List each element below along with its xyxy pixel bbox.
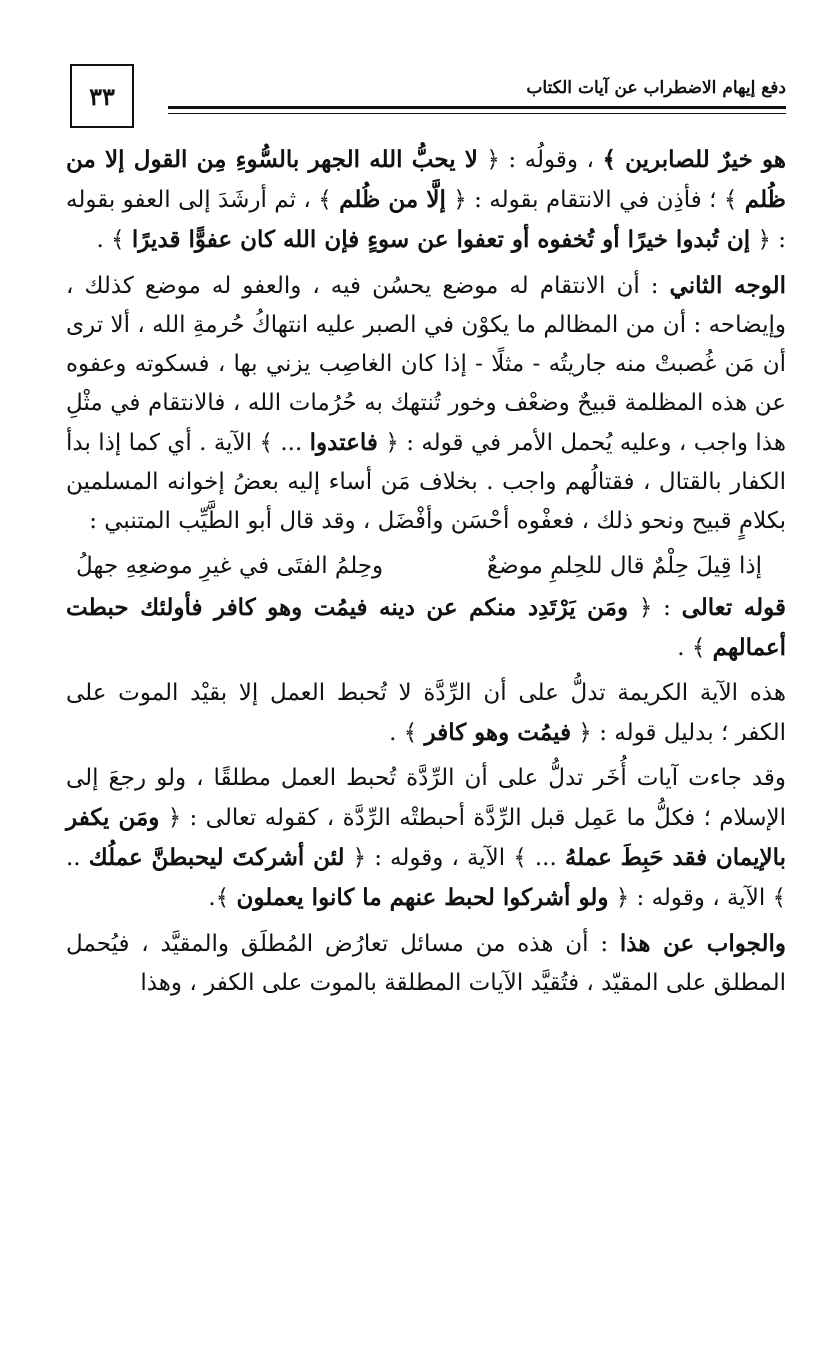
bold-segment: إلَّا من ظُلم (339, 186, 446, 213)
bold-segment: هو خيرٌ للصابرين ﴾ (602, 146, 787, 173)
page-header (70, 64, 786, 136)
text-segment: : ﴿ (628, 595, 682, 621)
bold-segment: ومَن يَرْتَدِد منكم عن دينه فيمُت وهو كافر فأولئك حبطت أعمالهم (66, 594, 786, 661)
paragraphs-part-2 (66, 588, 786, 1003)
bold-segment: فاعتدوا (309, 429, 378, 456)
text-segment: وقد جاءت آيات أُخَر تدلُّ على أن الرِّدَّة تُحبط العمل مطلقًا ، ولو رجعَ إلى الإسلام ؛ فكلُّ ما عَمِل قبل الرِّدَّة أحبطتْه الرِّدَّة ، كقوله تعالى : ﴿ (66, 765, 786, 831)
page-body (66, 140, 786, 1009)
page-number: ٣٣ (70, 64, 134, 128)
text-segment: ﴾. (208, 885, 237, 911)
bold-segment: إن تُبدوا خيرًا أو تُخفوه أو تعفوا عن سوءٍ فإن الله كان عفوًّا قديرًا (131, 226, 751, 253)
running-title: دفع إيهام الاضطراب عن آيات الكتاب (526, 78, 786, 98)
text-segment: هذه الآية الكريمة تدلُّ على أن الرِّدَّة لا تُحبط العمل إلا بقيْد الموت على الكفر ؛ بدليل قوله : ﴿ (66, 680, 786, 746)
text-segment: .. ﴾ الآية ، وقوله : ﴿ (66, 845, 786, 911)
text-segment: ، وقولُه : ﴿ (477, 147, 603, 173)
paragraph (66, 924, 786, 1003)
header-rule-thin (168, 113, 786, 114)
bold-segment: فيمُت وهو كافر (424, 719, 572, 746)
paragraph (66, 759, 786, 918)
paragraphs-part-1 (66, 140, 786, 541)
text-segment: ... ﴾ الآية ، وقوله : ﴿ (344, 845, 565, 871)
bold-segment: لئن أشركتَ ليحبطنَّ عملُك (88, 844, 345, 871)
text-segment: ﴾ ، ثم أرشَدَ إلى العفو بقوله : ﴿ (66, 187, 786, 253)
poem-line (66, 547, 786, 586)
paragraph (66, 266, 786, 541)
bold-segment: ولو أشركوا لحبط عنهم ما كانوا يعملون (236, 884, 609, 911)
paragraph (66, 674, 786, 753)
poem-hemistich-1: إذا قِيلَ حِلْمٌ قال للحِلمِ موضعٌ (486, 553, 762, 579)
text-segment: : أن هذه من مسائل تعارُض المُطلَق والمقيَّد ، فيُحمل المطلق على المقيّد ، فتُقيَّد الآيات المطلقة بالموت على الكفر ، وهذا (66, 931, 786, 996)
text-segment: ﴾ . (96, 227, 132, 253)
bold-segment: والجواب عن هذا (619, 930, 786, 957)
bold-segment: لا يحبُّ الله الجهر بالسُّوءِ مِن القول إلا من ظُلم (66, 146, 786, 213)
header-rule-thick (168, 106, 786, 109)
bold-segment: قوله تعالى (681, 594, 786, 621)
text-segment: ... ﴾ الآية . أي كما إذا بدأ الكفار بالقتال ، فقتالُهم واجب . بخلاف مَن أساء إليه بعضُ إخوانه المسلمين بكلامٍ قبيح ونحو ذلك ، فعفْوه أحْسَن وأفْضَل ، وقد قال أبو الطَّيِّب المتنبي : (66, 430, 786, 534)
bold-segment: الوجه الثاني (669, 272, 786, 299)
paragraph (66, 588, 786, 668)
text-segment: : أن الانتقام له موضع يحسُن فيه ، والعفو له موضع كذلك ، وإيضاحه : أن من المظالم ما يكوْن في الصبر عليه انتهاكُ حُرمةِ الله ، ألا ترى أن مَن غُصبتْ منه جاريتُه - مثلًا - إذا كان الغاصِب يزني بها ، فسكوته وعفوه عن هذه المظلمة قبيحٌ وضعْف وخور تُنتهك به حُرُمات الله ، فالانتقام في مثْلِ هذا واجب ، وعليه يُحمل الأمر في قوله : ﴿ (66, 273, 787, 456)
paragraph (66, 140, 786, 260)
bold-segment: ومَن يكفر بالإيمان فقد حَبِطَ عملهُ (66, 804, 787, 871)
text-segment: ﴾ . (389, 720, 425, 746)
text-segment: ﴾ . (677, 635, 713, 661)
poem-hemistich-2: وحِلمُ الفتَى في غيرِ موضعِهِ جهلُ (76, 553, 384, 579)
text-segment: ﴾ ؛ فأذِن في الانتقام بقوله : ﴿ (445, 187, 745, 213)
